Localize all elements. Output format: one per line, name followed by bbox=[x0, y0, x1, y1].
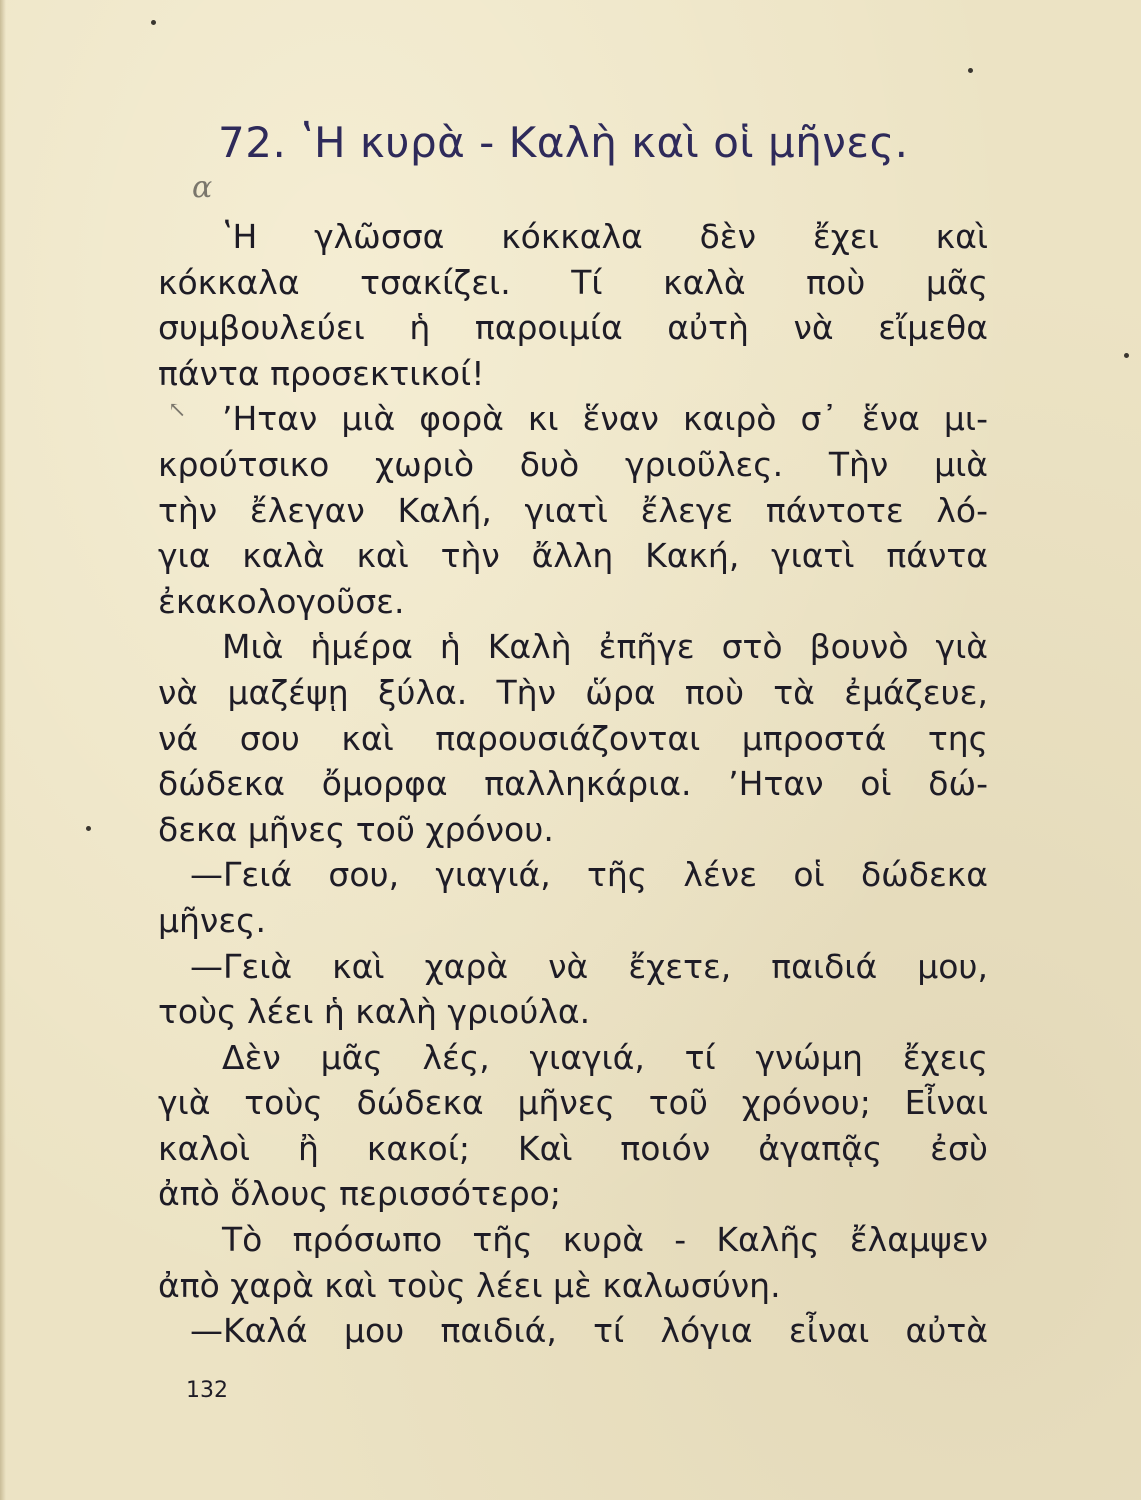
chapter-title: 72. ʽΗ κυρὰ - Καλὴ καὶ οἱ μῆνες. bbox=[218, 118, 909, 167]
text-line: κρούτσικο χωριὸ δυὸ γριοῦλες. Τὴν μιὰ bbox=[158, 444, 988, 484]
body-text bbox=[158, 214, 988, 1354]
text-line: ἐκακολογοῦσε. bbox=[158, 581, 405, 621]
text-line: Τὸ πρόσωπο τῆς κυρὰ - Καλῆς ἔλαμψεν bbox=[222, 1220, 988, 1260]
pencil-annotation: ↖ bbox=[168, 398, 187, 423]
text-line: για καλὰ καὶ τὴν ἄλλη Κακή, γιατὶ πάντα bbox=[158, 536, 988, 576]
text-line: συμβουλεύει ἡ παροιμία αὐτὴ νὰ εἴμεθα bbox=[158, 308, 988, 348]
text-line: καλοὶ ἢ κακοί; Καὶ ποιόν ἀγαπᾷς ἐσὺ bbox=[158, 1128, 988, 1168]
text-line: νά σου καὶ παρουσιάζονται μπροστά της bbox=[158, 718, 988, 758]
text-line: —Καλά μου παιδιά, τί λόγια εἶναι αὐτὰ bbox=[190, 1311, 988, 1351]
text-line: τοὺς λέει ἡ καλὴ γριούλα. bbox=[158, 992, 591, 1032]
page-number: 132 bbox=[186, 1378, 228, 1403]
text-line: δώδεκα ὄμορφα παλληκάρια. ʼΗταν οἱ δώ- bbox=[158, 764, 988, 804]
text-line: νὰ μαζέψῃ ξύλα. Τὴν ὥρα ποὺ τὰ ἐμάζευε, bbox=[158, 672, 988, 712]
ink-speck bbox=[1124, 353, 1129, 358]
ink-speck bbox=[968, 68, 973, 73]
text-line: ʽΗ γλῶσσα κόκκαλα δὲν ἔχει καὶ bbox=[222, 217, 988, 256]
text-line: ʼΗταν μιὰ φορὰ κι ἕναν καιρὸ σ᾽ ἕνα μι- bbox=[222, 399, 988, 439]
text-line: ἀπὸ χαρὰ καὶ τοὺς λέει μὲ καλωσύνη. bbox=[158, 1265, 781, 1305]
text-line: γιὰ τοὺς δώδεκα μῆνες τοῦ χρόνου; Εἶναι bbox=[158, 1083, 988, 1123]
page-binding-edge bbox=[0, 0, 6, 1500]
text-line: —Γειὰ καὶ χαρὰ νὰ ἔχετε, παιδιά μου, bbox=[190, 946, 988, 986]
text-line: κόκκαλα τσακίζει. Τί καλὰ ποὺ μᾶς bbox=[158, 262, 988, 302]
ink-speck bbox=[151, 20, 156, 25]
ink-speck bbox=[86, 826, 91, 831]
text-line: ἀπὸ ὅλους περισσότερο; bbox=[158, 1174, 561, 1214]
text-line: πάντα προσεκτικοί! bbox=[158, 353, 485, 393]
pencil-annotation: α bbox=[192, 170, 213, 205]
text-line: δεκα μῆνες τοῦ χρόνου. bbox=[158, 809, 554, 849]
text-line: —Γειά σου, γιαγιά, τῆς λένε οἱ δώδεκα bbox=[190, 855, 988, 895]
text-line: Μιὰ ἡμέρα ἡ Καλὴ ἐπῆγε στὸ βουνὸ γιὰ bbox=[222, 627, 988, 667]
text-line: τὴν ἔλεγαν Καλή, γιατὶ ἔλεγε πάντοτε λό- bbox=[158, 490, 988, 530]
text-line: μῆνες. bbox=[158, 900, 267, 940]
text-line: Δὲν μᾶς λές, γιαγιά, τί γνώμη ἔχεις bbox=[222, 1037, 988, 1077]
